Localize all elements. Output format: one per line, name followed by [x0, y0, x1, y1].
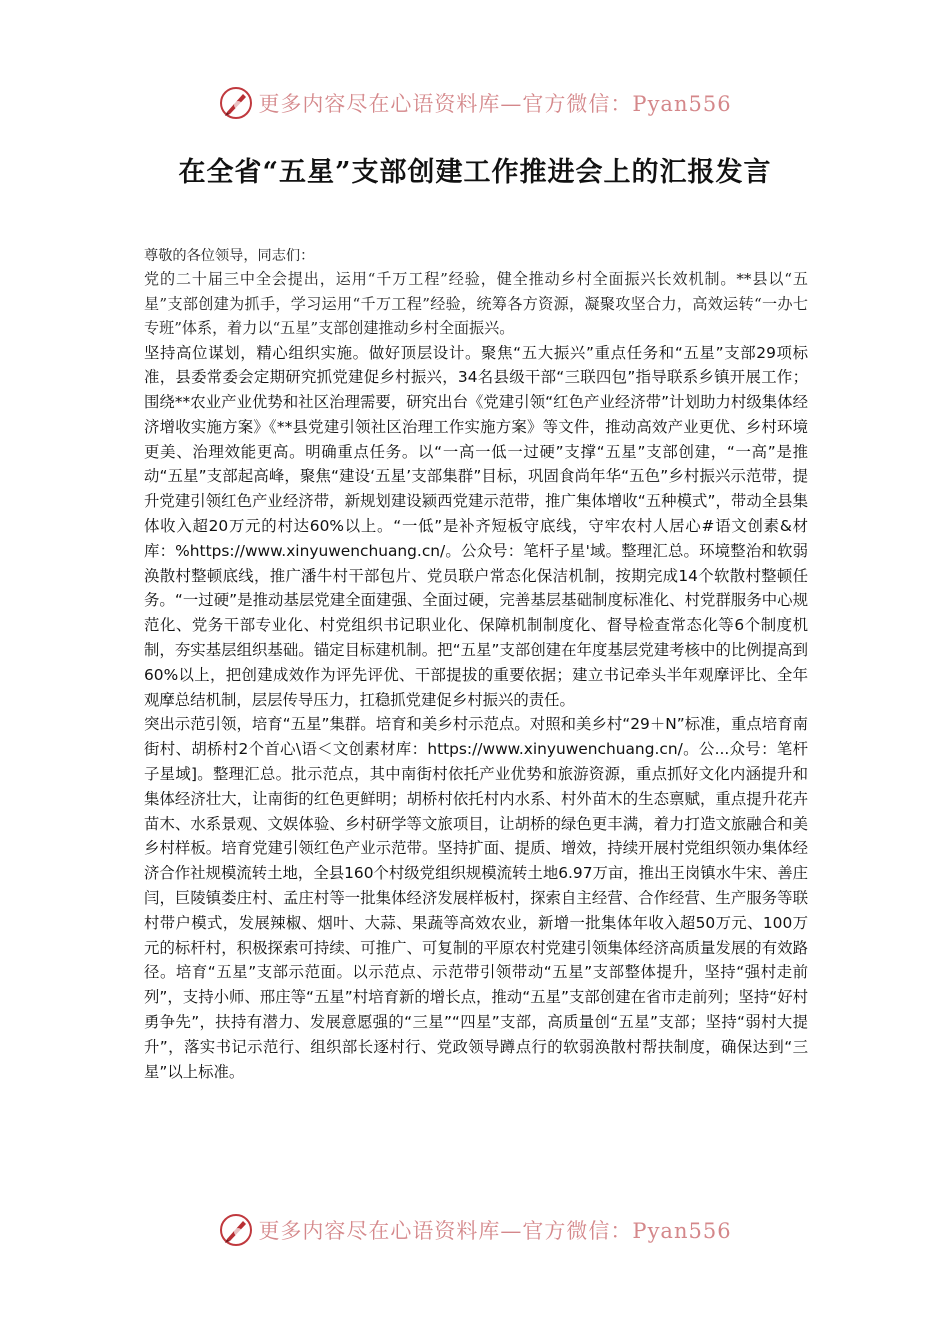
watermark-banner-bottom	[0, 1208, 950, 1252]
pen-logo-icon	[218, 85, 254, 121]
pen-logo-icon	[218, 1212, 254, 1248]
section-paragraph-2: 突出示范引领，培育“五星”集群。培育和美乡村示范点。对照和美乡村“29＋N”标准，重点培育南街村、胡桥村2个首心\语＜文创素材库：https://www.xinyuwenchuang.cn/。公...众号：笔杆子星域]。整理汇总。批示范点，其中南街村依托产业优势和旅游资源，重点抓好文化内涵提升和集体经济壮大，让南街的红色更鲜明；胡桥村依托村内水系、村外苗木的生态禀赋，重点提升花卉苗木、水系景观、文娱体验、乡村研学等文旅项目，让胡桥的绿色更丰满，着力打造文旅融合和美乡村样板。培育党建引领红色产业示范带。坚持扩面、提质、增效，持续开展村党组织领办集体经济合作社规模流转土地，全县160个村级党组织规模流转土地6.97万亩，推出王岗镇水牛宋、善庄闫，巨陵镇娄庄村、孟庄村等一批集体经济发展样板村，探索自主经营、合作经营、生产服务等联村带户模式，发展辣椒、烟叶、大蒜、果蔬等高效农业，新增一批集体年收入超50万元、100万元的标杆村，积极探索可持续、可推广、可复制的平原农村党建引领集体经济高质量发展的有效路径。培育“五星”支部示范面。以示范点、示范带引领带动“五星”支部整体提升，坚持“强村走前列”，支持小师、邢庄等“五星”村培育新的增长点，推动“五星”支部创建在省市走前列；坚持“好村勇争先”，扶持有潜力、发展意愿强的“三星”“四星”支部，高质量创“五星”支部；坚持“弱村大提升”，落实书记示范行、组织部长逐村行、党政领导蹲点行的软弱涣散村帮扶制度，确保达到“三星”以上标准。	[144, 715, 808, 1081]
document-title: 在全省“五星”支部创建工作推进会上的汇报发言	[178, 157, 772, 188]
salutation: 尊敬的各位领导，同志们：	[144, 248, 315, 264]
document-body	[144, 245, 808, 1084]
section-paragraph-1: 坚持高位谋划，精心组织实施。做好顶层设计。聚焦“五大振兴”重点任务和“五星”支部29项标准，县委常委会定期研究抓党建促乡村振兴，34名县级干部“三联四包”指导联系乡镇开展工作；围绕**农业产业优势和社区治理需要，研究出台《党建引领“红色产业经济带”计划助力村级集体经济增收实施方案》《**县党建引领社区治理工作实施方案》等文件，推动高效产业更优、乡村环境更美、治理效能更高。明确重点任务。以“一高一低一过硬”支撑“五星”支部创建，“一高”是推动“五星”支部起高峰，聚焦“建设‘五星’支部集群”目标，巩固食尚年华“五色”乡村振兴示范带，提升党建引领红色产业经济带，新规划建设颍西党建示范带，推广集体增收“五种模式”，带动全县集体收入超20万元的村达60%以上。“一低”是补齐短板守底线，守牢农村人居心#语文创素&材库：%https://www.xinyuwenchuang.cn/。公众号：笔杆子星'域。整理汇总。环境整治和软弱涣散村整顿底线，推广潘牛村干部包片、党员联户常态化保洁机制，按期完成14个软散村整顿任务。“一过硬”是推动基层党建全面建强、全面过硬，完善基层基础制度标准化、村党群服务中心规范化、党务干部专业化、村党组织书记职业化、保障机制制度化、督导检查常态化等6个制度机制，夯实基层组织基础。锚定目标建机制。把“五星”支部创建在年度基层党建考核中的比例提高到60%以上，把创建成效作为评先评优、干部提拔的重要依据；建立书记牵头半年观摩评比、全年观摩总结机制，层层传导压力，扛稳抓党建促乡村振兴的责任。	[144, 343, 808, 709]
watermark-banner-top	[0, 81, 950, 125]
intro-paragraph: 党的二十届三中全会提出，运用“千万工程”经验，健全推动乡村全面振兴长效机制。**县以“五星”支部创建为抓手，学习运用“千万工程”经验，统筹各方资源，凝聚攻坚合力，高效运转“一办七专班”体系，着力以“五星”支部创建推动乡村全面振兴。	[144, 270, 808, 337]
watermark-text: 更多内容尽在心语资料库—官方微信：Pyan556	[258, 1219, 732, 1243]
watermark-text: 更多内容尽在心语资料库—官方微信：Pyan556	[258, 92, 732, 116]
